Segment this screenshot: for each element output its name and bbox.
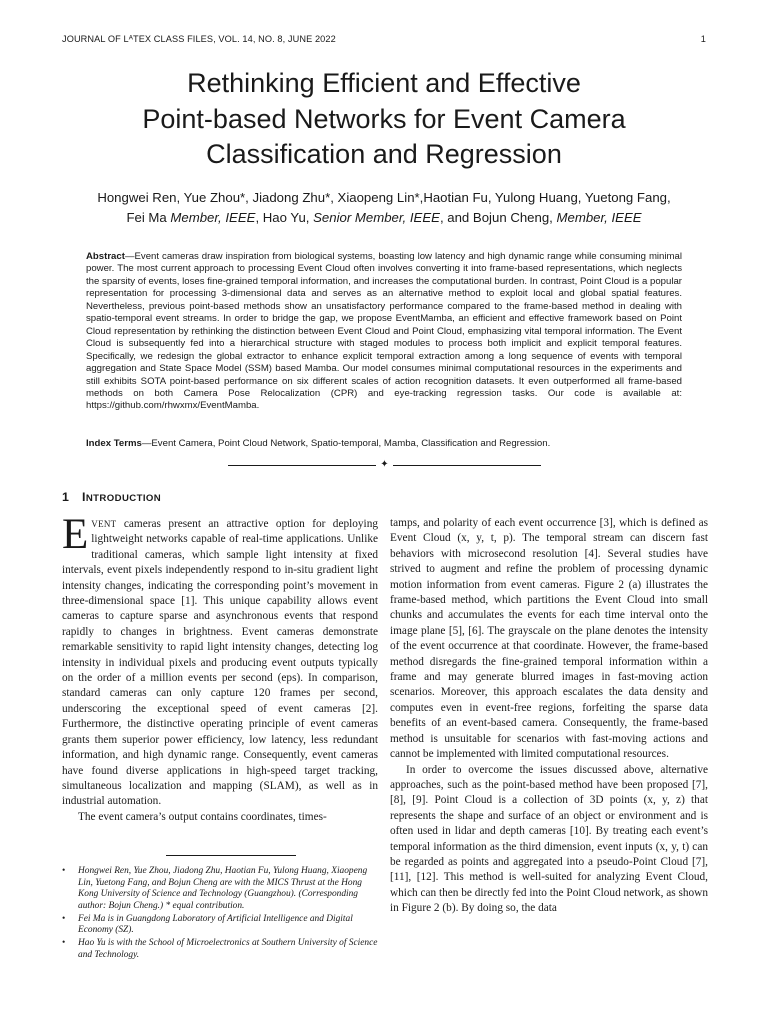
index-terms-label: Index Terms bbox=[86, 438, 142, 449]
section-title-rest: NTRODUCTION bbox=[85, 493, 162, 504]
section-divider bbox=[228, 459, 541, 470]
abstract bbox=[86, 251, 682, 413]
first-word-smallcaps: VENT bbox=[91, 519, 117, 529]
paragraph-text: cameras present an attractive option for deploying lightweight networks capable of real-time applications. Unlike traditional cameras, which sample light intensity at fixed intervals, event pixels independently respond to in-situ gradient light intensity changes, indicating the corresponding point’s movement in three-dimensional space [1]. This unique capability allows event cameras to capture sparse and asynchronous events that respond rapidly to changes in brightness. Event cameras demonstrate remarkable sensitivity to rapid light intensity changes, detecting log intensity in individual pixels and producing event outputs typically on the order of a million events per second (eps). In comparison, standard cameras can only capture 120 frames per second, underscoring the exceptional speed of event cameras [2]. Furthermore, the distinctive operating principle of event cameras grants them superior power efficiency, low latency, less redundant information, and high dynamic range. Consequently, event cameras have found diverse applications in high-speed target tracking, simultaneous localization and mapping (SLAM), as well as in industrial automation. bbox=[62, 518, 378, 808]
drop-cap: E bbox=[62, 511, 89, 558]
bullet-icon: • bbox=[62, 913, 66, 924]
title-line-3: Classification and Regression bbox=[206, 139, 562, 169]
author-bojun-cheng: , and Bojun Cheng, bbox=[439, 210, 557, 225]
title-line-1: Rethinking Efficient and Effective bbox=[187, 68, 581, 98]
divider-ornament-icon: ✦ bbox=[380, 459, 389, 470]
paragraph: In order to overcome the issues discussed above, alternative approaches, such as the point-based method have been proposed [7], [8], [9]. Point Cloud is a collection of 3D points (x, y, z) that represents the shape and surface of an object or environment and is often used in lidar and depth cameras [10]. By treating each event’s temporal information as the third dimension, event inputs (x, y, t) can be regarded as points and aggregated into a pseudo-Point Cloud [7], [11], [12]. This method is well-suited for analyzing Event Cloud, which can then be directly fed into the Point Cloud network, as shown in Figure 2 (b). By doing so, the data bbox=[390, 763, 708, 915]
body-column-right bbox=[390, 516, 708, 917]
author-membership: Senior Member, IEEE bbox=[313, 210, 440, 225]
author-fei-ma: Fei Ma bbox=[126, 210, 171, 225]
footnote-text: Hao Yu is with the School of Microelectronics at Southern University of Science and Technology. bbox=[78, 937, 378, 960]
abstract-label: Abstract bbox=[86, 251, 125, 262]
footnote-rule bbox=[166, 855, 296, 856]
index-terms-text: —Event Camera, Point Cloud Network, Spatio-temporal, Mamba, Classification and Regression. bbox=[141, 438, 551, 449]
running-header bbox=[62, 34, 706, 48]
title-line-2: Point-based Networks for Event Camera bbox=[142, 103, 626, 134]
author-list bbox=[60, 188, 708, 228]
divider-line-right bbox=[393, 465, 541, 466]
paper-title bbox=[60, 66, 708, 173]
bullet-icon: • bbox=[62, 866, 66, 876]
author-hao-yu: , Hao Yu, bbox=[255, 210, 314, 225]
footnote-item bbox=[62, 914, 378, 937]
section-title-initial: I bbox=[82, 490, 86, 504]
paragraph: The event camera’s output contains coordinates, times- bbox=[78, 810, 327, 823]
footnote-text: Fei Ma is in Guangdong Laboratory of Artificial Intelligence and Digital Economy (SZ). bbox=[78, 913, 353, 936]
section-heading bbox=[62, 490, 161, 504]
page-number: 1 bbox=[700, 34, 706, 44]
bullet-icon: • bbox=[62, 937, 66, 948]
abstract-text: —Event cameras draw inspiration from biological systems, boasting low latency and high dynamic range while consuming minimal power. The most current approach to processing Event Cloud often involves converting it into frame-based representations, which neglects the sparsity of events, loses fine-grained temporal information, and increases the computational burden. In contrast, Point Cloud is a popular representation for processing 3-dimensional data and serves as an alternative method to exploit local and global spatial features. Nevertheless, previous point-based methods show an unsatisfactory performance compared to the frame-based method in dealing with spatio-temporal event streams. In order to bridge the gap, we propose EventMamba, an efficient and effective framework based on Point Cloud representation by rethinking the distinction between Event Cloud and Point Cloud, emphasizing vital temporal information. The Event Cloud is subsequently fed into a hierarchical structure with staged modules to process both implicit and explicit temporal features. Specifically, we redesign the global extractor to enhance explicit temporal extraction among a long sequence of events with temporal aggregation and State Space Model (SSM) based Mamba. Our model consumes minimal computational resources in the experiments and still exhibits SOTA point-based performance on six different scales of action recognition datasets. It even outperformed all frame-based methods on both Camera Pose Relocalization (CPR) and eye-tracking regression tasks. Our code is available at: https://github.com/rhwxmx/EventMamba. bbox=[86, 251, 682, 412]
authors-line-1: Hongwei Ren, Yue Zhou*, Jiadong Zhu*, Xiaopeng Lin*,Haotian Fu, Yulong Huang, Yuetong Fang, bbox=[97, 190, 671, 205]
footnote-text: Hongwei Ren, Yue Zhou, Jiadong Zhu, Haotian Fu, Yulong Huang, Xiaopeng Lin, Yuetong Fang, and Bojun Cheng are with the MICS Thrust at the Hong Kong University of Science and Technology (Guangzhou). (Corresponding author: Bojun Cheng.) * equal contribution. bbox=[78, 866, 368, 912]
affiliation-footnotes bbox=[62, 866, 378, 962]
index-terms bbox=[86, 438, 682, 450]
footnote-item bbox=[62, 938, 378, 961]
journal-info: JOURNAL OF LᴬTEX CLASS FILES, VOL. 14, NO. 8, JUNE 2022 bbox=[62, 34, 336, 44]
author-membership: Member, IEEE bbox=[170, 210, 256, 225]
authors-line-2 bbox=[60, 208, 708, 228]
divider-line-left bbox=[228, 465, 376, 466]
paragraph: tamps, and polarity of each event occurrence [3], which is defined as Event Cloud (x, y, t, p). The temporal stream can discern fast behaviors with microsecond resolution [4]. Several studies have strived to augment and refine the problem of processing dynamic motion information from event cameras. Figure 2 (a) illustrates the frame-based method, which partitions the Event Cloud into small chunks and accumulates the events for each time interval onto the image plane [5], [6]. The grayscale on the plane denotes the intensity of the event occurrence at that coordinate. However, the frame-based method disregards the fine-grained temporal information within a frame and may generate blurred images in fast-moving action scenarios. Moreover, this approach escalates the data density and computes even in event-free regions, forfeiting the sparse data benefits of an event-based camera. Consequently, the frame-based method is unsuitable for scenarios with fast-moving actions and cannot be implemented with limited computational resources. bbox=[390, 517, 708, 761]
footnote-item bbox=[62, 866, 378, 913]
section-number: 1 bbox=[62, 490, 70, 504]
paragraph bbox=[62, 511, 378, 810]
author-membership: Member, IEEE bbox=[556, 210, 642, 225]
body-column-left bbox=[62, 511, 378, 825]
